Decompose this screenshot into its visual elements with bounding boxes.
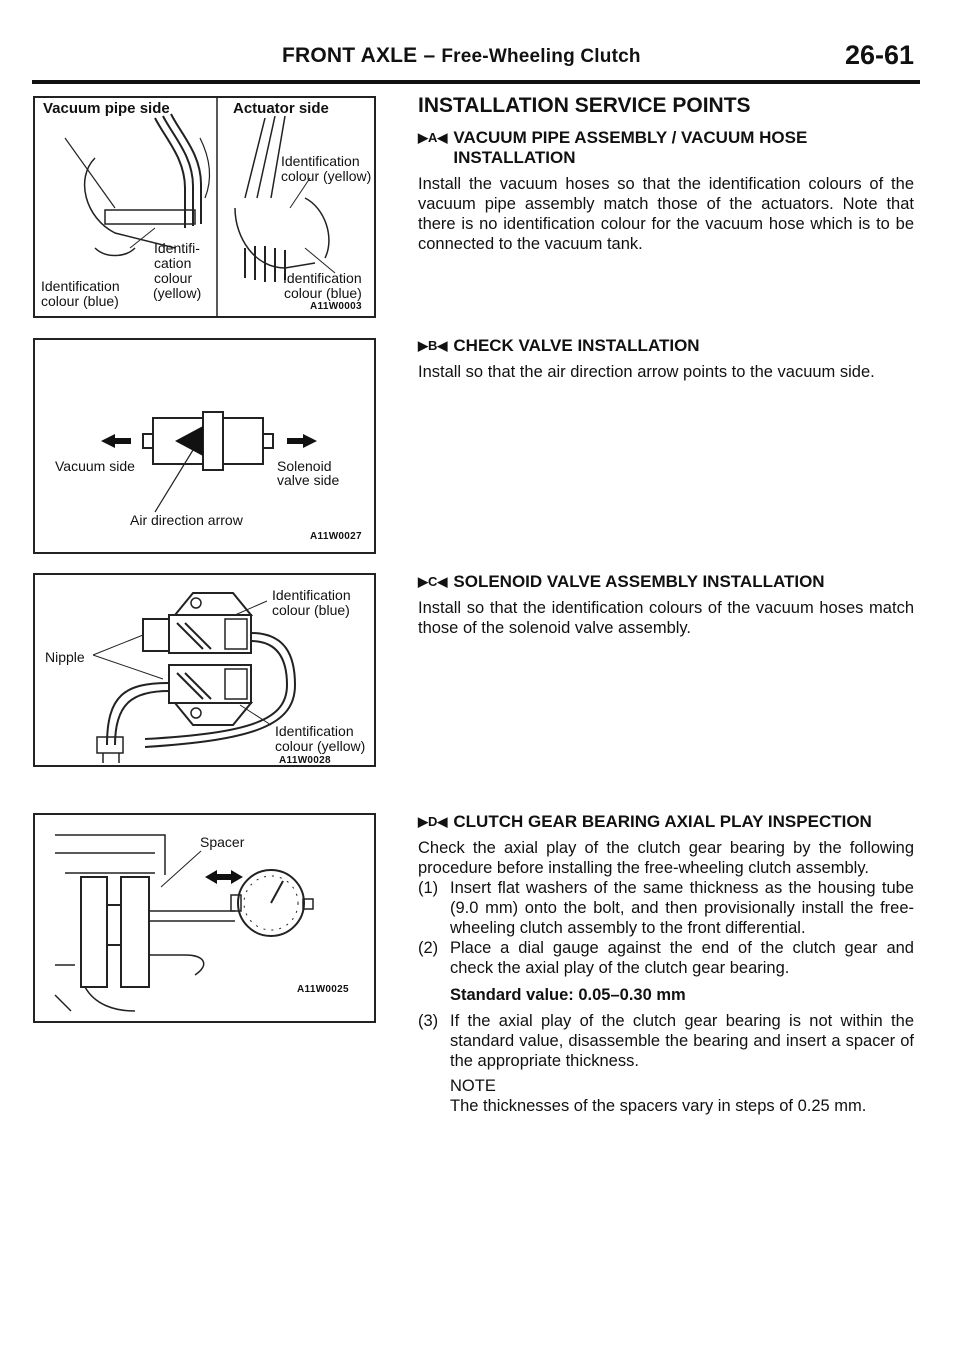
ident-blue-1: Identification	[272, 587, 351, 603]
step-3-text: If the axial play of the clutch gear bearing is not within the standard value, disassemble the bearing and insert a spacer of the appropriate thickness.	[450, 1012, 914, 1070]
procedure-a	[418, 128, 914, 254]
procedure-b-body: Install so that the air direction arrow points to the vacuum side.	[418, 363, 875, 381]
figure-check-valve	[33, 338, 376, 554]
figure-dial-gauge	[33, 813, 376, 1023]
chapter-title: FRONT AXLE	[282, 44, 418, 67]
standard-value: Standard value: 0.05–0.30 mm	[450, 986, 686, 1004]
ident-blue-left-2: colour (blue)	[41, 293, 119, 309]
ident-yellow-1: Identification	[275, 723, 354, 739]
section-subtitle: Free-Wheeling Clutch	[441, 46, 641, 67]
step-3	[418, 1011, 914, 1071]
step-2	[418, 938, 914, 978]
section-heading: INSTALLATION SERVICE POINTS	[418, 94, 751, 117]
section-installation-service-points	[418, 94, 914, 254]
ident-blue-left-1: Identification	[41, 278, 120, 294]
procedure-c-title: SOLENOID VALVE ASSEMBLY INSTALLATION	[453, 572, 825, 591]
vacuum-side-label: Vacuum side	[55, 458, 135, 474]
figure-vacuum-pipe-actuator	[33, 96, 376, 318]
procedure-b-marker: ▶B◀	[418, 338, 448, 353]
step-1	[418, 878, 914, 938]
procedure-b-title: CHECK VALVE INSTALLATION	[453, 336, 700, 355]
figure-code: A11W0003	[310, 301, 362, 312]
procedure-d	[418, 812, 914, 1116]
procedure-b	[418, 336, 914, 382]
procedure-d-heading	[418, 812, 914, 832]
solenoid-label-1: Solenoid	[277, 458, 332, 474]
ident-blue-right-1: Identification	[283, 270, 362, 286]
procedure-b-heading	[418, 336, 914, 356]
ident-yellow-left-4: (yellow)	[153, 285, 202, 301]
procedure-d-title: CLUTCH GEAR BEARING AXIAL PLAY INSPECTION	[453, 812, 872, 831]
figure-solenoid-valve	[33, 573, 376, 767]
ident-blue-2: colour (blue)	[272, 602, 350, 618]
solenoid-label-2: valve side	[277, 472, 340, 488]
title-separator: –	[423, 44, 436, 67]
ident-blue-right-2: colour (blue)	[284, 285, 362, 301]
spacer-label: Spacer	[200, 834, 245, 850]
actuator-side-label: Actuator side	[233, 100, 329, 117]
page-title	[282, 44, 641, 68]
procedure-a-body: Install the vacuum hoses so that the identification colours of the vacuum pipe assembly match those of the actuators. Note that there is no identification colour for the vacuum hose which is to be connected to the vacuum tank.	[418, 175, 914, 253]
procedure-c-heading	[418, 572, 914, 592]
ident-yellow-right-2: colour (yellow)	[281, 168, 372, 184]
air-direction-arrow-label: Air direction arrow	[130, 512, 243, 528]
vacuum-pipe-side-label: Vacuum pipe side	[43, 100, 170, 117]
ident-yellow-left-2: cation	[154, 255, 192, 271]
note-heading: NOTE	[450, 1077, 496, 1095]
procedure-a-heading	[418, 128, 914, 168]
step-1-text: Insert flat washers of the same thickness as the housing tube (9.0 mm) onto the bolt, and then provisionally install the free-wheeling clutch assembly to the front differential.	[450, 879, 914, 937]
step-1-number: (1)	[418, 879, 439, 897]
procedure-c-marker: ▶C◀	[418, 574, 448, 589]
procedure-d-intro: Check the axial play of the clutch gear bearing by the following procedure before installing the free-wheeling clutch assembly.	[418, 839, 914, 877]
procedure-c-body: Install so that the identification colours of the vacuum hoses match those of the solenoid valve assembly.	[418, 599, 914, 637]
page-number: 26-61	[844, 40, 914, 70]
figure-code: A11W0028	[279, 755, 331, 766]
figure-code: A11W0027	[310, 531, 362, 542]
ident-yellow-left-3: colour	[154, 270, 193, 286]
page-header	[32, 40, 920, 84]
ident-yellow-right-1: Identification	[281, 153, 360, 169]
nipple-label: Nipple	[45, 649, 85, 665]
step-3-number: (3)	[418, 1012, 439, 1030]
procedure-c	[418, 572, 914, 638]
procedure-a-marker: ▶A◀	[418, 130, 448, 145]
ident-yellow-left-1: Identifi-	[154, 240, 200, 256]
figure-code: A11W0025	[297, 984, 349, 995]
procedure-a-title: VACUUM PIPE ASSEMBLY / VACUUM HOSE INSTALLATION	[453, 128, 808, 167]
step-2-text: Place a dial gauge against the end of the clutch gear and check the axial play of the clutch gear bearing.	[450, 939, 914, 977]
ident-yellow-2: colour (yellow)	[275, 738, 366, 754]
note-body: The thicknesses of the spacers vary in steps of 0.25 mm.	[450, 1097, 867, 1115]
step-2-number: (2)	[418, 939, 439, 957]
procedure-d-marker: ▶D◀	[418, 814, 448, 829]
